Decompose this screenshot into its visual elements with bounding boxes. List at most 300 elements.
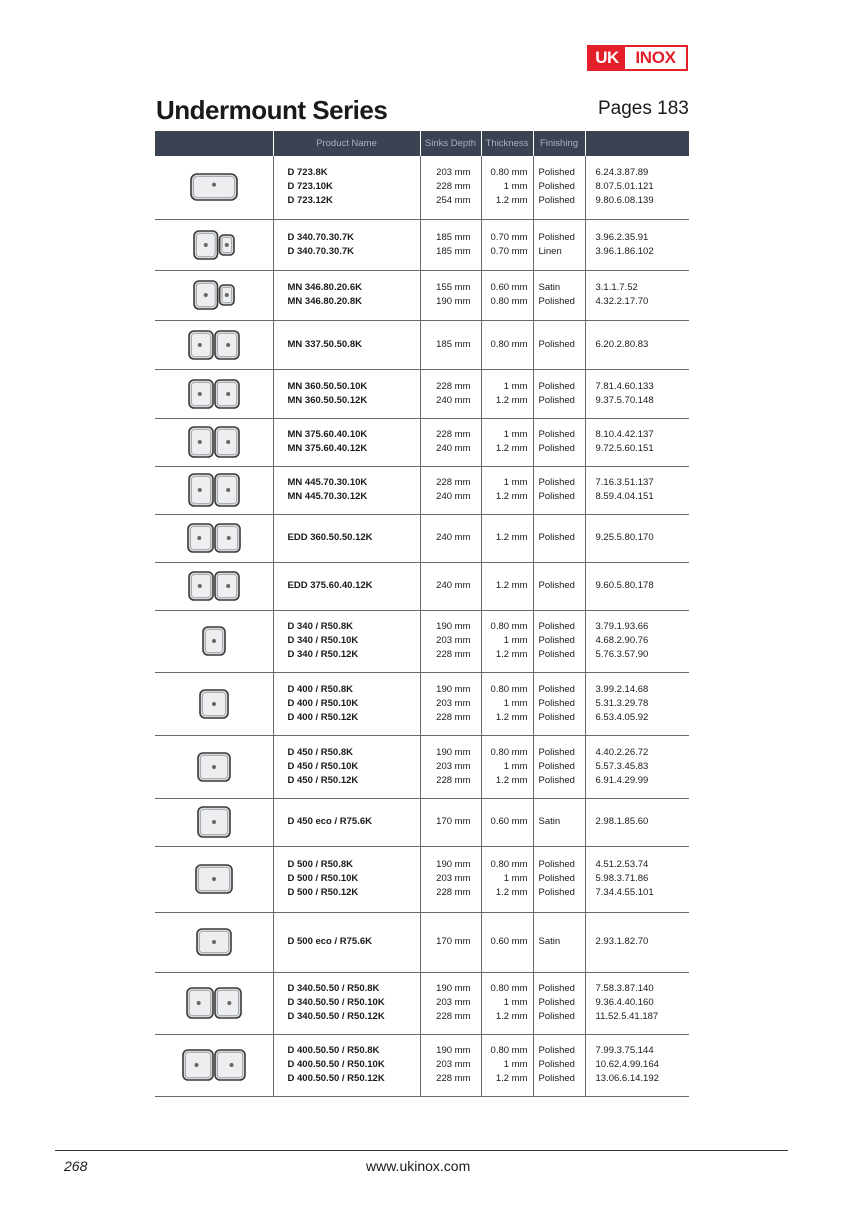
finishing-cell bbox=[533, 369, 585, 418]
product-name-cell bbox=[273, 846, 420, 912]
table-row bbox=[155, 514, 689, 562]
thickness: 1 mm bbox=[503, 380, 528, 392]
product-name: D 400 / R50.8K bbox=[287, 683, 353, 695]
thickness: 0.80 mm bbox=[490, 983, 528, 994]
thickness: 1.2 mm bbox=[495, 443, 528, 454]
sink-depth: 228 mm bbox=[436, 711, 471, 723]
footer-url: www.ukinox.com bbox=[366, 1158, 471, 1174]
thickness-cell bbox=[481, 270, 533, 320]
thickness-cell bbox=[481, 219, 533, 270]
column-header-code bbox=[585, 131, 689, 156]
thickness-cell bbox=[481, 972, 533, 1034]
product-name: MN 346.80.20.8K bbox=[287, 296, 362, 307]
product-name: D 500 eco / R75.6K bbox=[287, 936, 372, 947]
sink-depth: 190 mm bbox=[436, 746, 471, 758]
single-wide-sink-icon bbox=[189, 182, 239, 193]
single-bowl-sink-icon bbox=[196, 761, 232, 772]
finishing: Polished bbox=[538, 697, 575, 709]
product-code: 9.60.5.80.178 bbox=[595, 580, 654, 591]
thickness-cell bbox=[481, 1034, 533, 1096]
table-row bbox=[155, 156, 689, 219]
single-bowl-sink-icon bbox=[198, 698, 230, 709]
finishing: Polished bbox=[538, 683, 575, 695]
product-code: 6.20.2.80.83 bbox=[595, 338, 649, 350]
product-code: 2.93.1.82.70 bbox=[595, 936, 649, 947]
product-name: MN 360.50.50.10K bbox=[287, 380, 368, 392]
product-code: 5.98.3.71.86 bbox=[595, 873, 649, 884]
product-name: MN 337.50.50.8K bbox=[287, 338, 362, 350]
finishing-cell bbox=[533, 1034, 585, 1096]
sink-depth: 185 mm bbox=[436, 231, 471, 243]
sink-depth-cell bbox=[420, 270, 481, 320]
product-table bbox=[155, 131, 689, 1097]
thickness: 0.80 mm bbox=[490, 338, 528, 350]
thickness: 0.60 mm bbox=[490, 816, 528, 827]
product-code-cell bbox=[585, 466, 689, 514]
sink-depth: 228 mm bbox=[436, 181, 471, 193]
sink-depth: 240 mm bbox=[436, 532, 471, 543]
product-image-cell bbox=[155, 672, 273, 735]
product-code-cell bbox=[585, 735, 689, 798]
product-code: 3.96.1.86.102 bbox=[595, 245, 654, 257]
double-bowl-sink-icon bbox=[181, 1060, 247, 1071]
product-code: 5.57.3.45.83 bbox=[595, 760, 649, 772]
finishing: Polished bbox=[538, 580, 575, 591]
finishing: Polished bbox=[538, 774, 575, 786]
sink-depth-cell bbox=[420, 846, 481, 912]
finishing: Polished bbox=[538, 635, 575, 646]
product-name: MN 360.50.50.12K bbox=[287, 394, 368, 406]
table-row bbox=[155, 466, 689, 514]
thickness: 1.2 mm bbox=[495, 532, 528, 543]
finishing-cell bbox=[533, 219, 585, 270]
sink-depth-cell bbox=[420, 466, 481, 514]
thickness: 1 mm bbox=[503, 997, 528, 1008]
product-code: 7.16.3.51.137 bbox=[595, 477, 654, 488]
thickness: 1.2 mm bbox=[495, 1073, 528, 1084]
finishing-cell bbox=[533, 562, 585, 610]
thickness-cell bbox=[481, 418, 533, 466]
finishing: Polished bbox=[538, 231, 575, 243]
product-name: D 400 / R50.12K bbox=[287, 711, 359, 723]
product-code-cell bbox=[585, 320, 689, 369]
thickness: 1 mm bbox=[503, 760, 528, 772]
product-name-cell bbox=[273, 320, 420, 369]
product-name-cell bbox=[273, 369, 420, 418]
sink-depth-cell bbox=[420, 912, 481, 972]
sink-depth: 190 mm bbox=[436, 859, 471, 870]
thickness: 0.80 mm bbox=[490, 621, 528, 632]
product-name-cell bbox=[273, 672, 420, 735]
sink-depth: 190 mm bbox=[436, 621, 471, 632]
sink-depth: 203 mm bbox=[436, 873, 471, 884]
sink-depth: 203 mm bbox=[436, 1059, 471, 1070]
product-name: MN 445.70.30.12K bbox=[287, 491, 368, 502]
product-name: D 450 / R50.10K bbox=[287, 760, 359, 772]
product-code: 3.96.2.35.91 bbox=[595, 231, 649, 243]
sink-depth: 228 mm bbox=[436, 887, 471, 898]
sink-depth-cell bbox=[420, 156, 481, 219]
product-image-cell bbox=[155, 270, 273, 320]
sink-depth: 228 mm bbox=[436, 380, 471, 392]
finishing: Polished bbox=[538, 195, 575, 207]
table-row bbox=[155, 270, 689, 320]
sink-depth: 190 mm bbox=[436, 1045, 471, 1056]
product-image-cell bbox=[155, 514, 273, 562]
product-name: D 340.70.30.7K bbox=[287, 245, 355, 257]
footer-divider bbox=[55, 1150, 788, 1151]
sink-depth-cell bbox=[420, 514, 481, 562]
product-name: D 340.50.50 / R50.10K bbox=[287, 997, 385, 1008]
sink-depth: 228 mm bbox=[436, 1011, 471, 1022]
thickness: 1.2 mm bbox=[495, 649, 528, 660]
table-row bbox=[155, 610, 689, 672]
product-image-cell bbox=[155, 562, 273, 610]
table-row bbox=[155, 369, 689, 418]
product-name-cell bbox=[273, 219, 420, 270]
sink-depth: 170 mm bbox=[436, 816, 471, 827]
finishing-cell bbox=[533, 418, 585, 466]
thickness: 0.80 mm bbox=[490, 859, 528, 870]
sink-depth: 228 mm bbox=[436, 774, 471, 786]
sink-depth: 240 mm bbox=[436, 580, 471, 591]
product-name-cell bbox=[273, 735, 420, 798]
table-row bbox=[155, 418, 689, 466]
sink-depth: 228 mm bbox=[436, 477, 471, 488]
finishing: Polished bbox=[538, 1011, 575, 1022]
sink-depth: 203 mm bbox=[436, 697, 471, 709]
product-code-cell bbox=[585, 270, 689, 320]
page-number: 268 bbox=[64, 1158, 88, 1174]
product-code: 5.76.3.57.90 bbox=[595, 649, 649, 660]
finishing: Polished bbox=[538, 532, 575, 543]
product-name: D 340 / R50.10K bbox=[287, 635, 359, 646]
product-name-cell bbox=[273, 156, 420, 219]
bowl-and-half-sink-icon bbox=[192, 239, 236, 250]
product-name-cell bbox=[273, 270, 420, 320]
finishing: Linen bbox=[538, 245, 562, 257]
finishing: Polished bbox=[538, 1045, 575, 1056]
sink-depth: 185 mm bbox=[436, 245, 471, 257]
finishing: Polished bbox=[538, 429, 575, 440]
table-row bbox=[155, 798, 689, 846]
thickness: 0.80 mm bbox=[490, 746, 528, 758]
finishing-cell bbox=[533, 798, 585, 846]
finishing-cell bbox=[533, 270, 585, 320]
thickness: 1 mm bbox=[503, 697, 528, 709]
finishing: Satin bbox=[538, 282, 561, 293]
product-code: 6.53.4.05.92 bbox=[595, 711, 649, 723]
finishing: Polished bbox=[538, 1073, 575, 1084]
sink-depth: 203 mm bbox=[436, 167, 471, 179]
table-row bbox=[155, 219, 689, 270]
product-code: 4.51.2.53.74 bbox=[595, 859, 649, 870]
thickness: 0.80 mm bbox=[490, 296, 528, 307]
product-name: D 400 / R50.10K bbox=[287, 697, 359, 709]
product-code: 10.62.4.99.164 bbox=[595, 1059, 659, 1070]
product-name-cell bbox=[273, 514, 420, 562]
thickness: 0.70 mm bbox=[490, 245, 528, 257]
finishing: Polished bbox=[538, 983, 575, 994]
product-code: 8.59.4.04.151 bbox=[595, 491, 654, 502]
product-code: 3.99.2.14.68 bbox=[595, 683, 649, 695]
table-row bbox=[155, 846, 689, 912]
sink-depth: 254 mm bbox=[436, 195, 471, 207]
product-code: 9.80.6.08.139 bbox=[595, 195, 654, 207]
product-code-cell bbox=[585, 798, 689, 846]
product-image-cell bbox=[155, 418, 273, 466]
finishing: Polished bbox=[538, 621, 575, 632]
product-name-cell bbox=[273, 798, 420, 846]
sink-depth: 203 mm bbox=[436, 760, 471, 772]
sink-depth-cell bbox=[420, 798, 481, 846]
thickness: 1.2 mm bbox=[495, 195, 528, 207]
product-name: MN 346.80.20.6K bbox=[287, 282, 362, 293]
table-row bbox=[155, 735, 689, 798]
sink-depth: 228 mm bbox=[436, 429, 471, 440]
finishing-cell bbox=[533, 156, 585, 219]
product-name-cell bbox=[273, 466, 420, 514]
finishing: Polished bbox=[538, 873, 575, 884]
thickness: 0.60 mm bbox=[490, 936, 528, 947]
thickness-cell bbox=[481, 672, 533, 735]
product-code: 6.91.4.29.99 bbox=[595, 774, 649, 786]
product-code: 7.81.4.60.133 bbox=[595, 380, 654, 392]
thickness: 1 mm bbox=[503, 873, 528, 884]
product-code: 3.79.1.93.66 bbox=[595, 621, 649, 632]
column-header-sinks-depth: Sinks Depth bbox=[420, 131, 481, 156]
finishing: Polished bbox=[538, 167, 575, 179]
product-image-cell bbox=[155, 846, 273, 912]
product-name: EDD 375.60.40.12K bbox=[287, 580, 373, 591]
thickness-cell bbox=[481, 466, 533, 514]
thickness: 0.60 mm bbox=[490, 282, 528, 293]
finishing: Polished bbox=[538, 746, 575, 758]
product-code: 9.37.5.70.148 bbox=[595, 394, 654, 406]
product-name-cell bbox=[273, 610, 420, 672]
product-name: D 723.10K bbox=[287, 181, 333, 193]
logo-part-uk: UK bbox=[589, 47, 625, 69]
table-row bbox=[155, 562, 689, 610]
finishing: Satin bbox=[538, 936, 561, 947]
sink-depth-cell bbox=[420, 610, 481, 672]
thickness-cell bbox=[481, 798, 533, 846]
product-code: 9.36.4.40.160 bbox=[595, 997, 654, 1008]
sink-depth: 190 mm bbox=[436, 983, 471, 994]
thickness-cell bbox=[481, 320, 533, 369]
finishing-cell bbox=[533, 610, 585, 672]
table-row bbox=[155, 672, 689, 735]
table-row bbox=[155, 320, 689, 369]
product-name: D 400.50.50 / R50.8K bbox=[287, 1045, 380, 1056]
thickness: 1 mm bbox=[503, 635, 528, 646]
product-name: D 450 / R50.12K bbox=[287, 774, 359, 786]
product-image-cell bbox=[155, 369, 273, 418]
finishing: Polished bbox=[538, 760, 575, 772]
sink-depth: 203 mm bbox=[436, 997, 471, 1008]
double-bowl-sink-icon bbox=[187, 581, 241, 592]
sink-depth: 185 mm bbox=[436, 338, 471, 350]
finishing: Polished bbox=[538, 380, 575, 392]
table-row bbox=[155, 1034, 689, 1096]
product-name: MN 445.70.30.10K bbox=[287, 477, 368, 488]
finishing: Polished bbox=[538, 394, 575, 406]
sink-depth: 203 mm bbox=[436, 635, 471, 646]
product-image-cell bbox=[155, 610, 273, 672]
product-code: 6.24.3.87.89 bbox=[595, 167, 649, 179]
finishing-cell bbox=[533, 514, 585, 562]
thickness: 1 mm bbox=[503, 181, 528, 193]
product-code: 8.07.5.01.121 bbox=[595, 181, 654, 193]
single-bowl-sink-icon bbox=[195, 937, 233, 948]
sink-depth-cell bbox=[420, 562, 481, 610]
sink-depth-cell bbox=[420, 219, 481, 270]
finishing-cell bbox=[533, 466, 585, 514]
product-image-cell bbox=[155, 798, 273, 846]
product-image-cell bbox=[155, 912, 273, 972]
thickness-cell bbox=[481, 610, 533, 672]
finishing-cell bbox=[533, 972, 585, 1034]
product-code: 11.52.5.41.187 bbox=[595, 1011, 659, 1022]
finishing: Polished bbox=[538, 338, 575, 350]
product-name: D 340 / R50.8K bbox=[287, 621, 353, 632]
thickness: 0.80 mm bbox=[490, 167, 528, 179]
table-row bbox=[155, 972, 689, 1034]
thickness: 1.2 mm bbox=[495, 1011, 528, 1022]
thickness: 1.2 mm bbox=[495, 887, 528, 898]
bowl-and-half-sink-icon bbox=[192, 290, 236, 301]
product-name-cell bbox=[273, 418, 420, 466]
product-code: 7.34.4.55.101 bbox=[595, 887, 654, 898]
thickness-cell bbox=[481, 514, 533, 562]
product-name-cell bbox=[273, 972, 420, 1034]
thickness: 0.80 mm bbox=[490, 683, 528, 695]
product-name: D 450 / R50.8K bbox=[287, 746, 353, 758]
product-code: 5.31.3.29.78 bbox=[595, 697, 649, 709]
thickness-cell bbox=[481, 156, 533, 219]
product-code-cell bbox=[585, 1034, 689, 1096]
sink-depth: 155 mm bbox=[436, 282, 471, 293]
thickness-cell bbox=[481, 562, 533, 610]
product-name: D 723.8K bbox=[287, 167, 328, 179]
product-code: 4.32.2.17.70 bbox=[595, 296, 649, 307]
finishing: Polished bbox=[538, 649, 575, 660]
finishing: Satin bbox=[538, 816, 561, 827]
product-name: D 400.50.50 / R50.12K bbox=[287, 1073, 385, 1084]
product-code: 4.68.2.90.76 bbox=[595, 635, 649, 646]
finishing: Polished bbox=[538, 887, 575, 898]
column-header-image bbox=[155, 131, 273, 156]
product-image-cell bbox=[155, 320, 273, 369]
sink-depth: 228 mm bbox=[436, 1073, 471, 1084]
sink-depth: 240 mm bbox=[436, 394, 471, 406]
product-code-cell bbox=[585, 219, 689, 270]
table-header-row bbox=[155, 131, 689, 156]
single-bowl-sink-icon bbox=[201, 636, 227, 647]
column-header-product-name: Product Name bbox=[273, 131, 420, 156]
product-code-cell bbox=[585, 672, 689, 735]
sink-depth-cell bbox=[420, 369, 481, 418]
product-image-cell bbox=[155, 1034, 273, 1096]
sink-depth: 170 mm bbox=[436, 936, 471, 947]
thickness: 1 mm bbox=[503, 1059, 528, 1070]
product-code: 4.40.2.26.72 bbox=[595, 746, 649, 758]
finishing: Polished bbox=[538, 1059, 575, 1070]
thickness: 1.2 mm bbox=[495, 491, 528, 502]
thickness-cell bbox=[481, 912, 533, 972]
product-code: 7.99.3.75.144 bbox=[595, 1045, 654, 1056]
product-image-cell bbox=[155, 972, 273, 1034]
product-code: 9.25.5.80.170 bbox=[595, 532, 654, 543]
finishing: Polished bbox=[538, 296, 575, 307]
product-code-cell bbox=[585, 156, 689, 219]
thickness: 0.80 mm bbox=[490, 1045, 528, 1056]
single-bowl-sink-icon bbox=[194, 874, 234, 885]
column-header-thickness: Thickness bbox=[481, 131, 533, 156]
product-code: 9.72.5.60.151 bbox=[595, 443, 654, 454]
sink-depth-cell bbox=[420, 672, 481, 735]
product-code-cell bbox=[585, 562, 689, 610]
product-code-cell bbox=[585, 912, 689, 972]
finishing: Polished bbox=[538, 859, 575, 870]
thickness-cell bbox=[481, 735, 533, 798]
sink-depth: 190 mm bbox=[436, 683, 471, 695]
product-name: EDD 360.50.50.12K bbox=[287, 532, 373, 543]
double-bowl-sink-icon bbox=[187, 388, 241, 399]
finishing: Polished bbox=[538, 997, 575, 1008]
sink-depth-cell bbox=[420, 972, 481, 1034]
sink-depth: 240 mm bbox=[436, 443, 471, 454]
product-name: D 340.50.50 / R50.8K bbox=[287, 983, 380, 994]
product-code: 8.10.4.42.137 bbox=[595, 429, 654, 440]
finishing: Polished bbox=[538, 477, 575, 488]
product-name: D 340 / R50.12K bbox=[287, 649, 359, 660]
product-name: MN 375.60.40.10K bbox=[287, 429, 368, 440]
double-bowl-sink-icon bbox=[187, 485, 241, 496]
product-name: D 340.50.50 / R50.12K bbox=[287, 1011, 385, 1022]
thickness: 1.2 mm bbox=[495, 394, 528, 406]
product-name: MN 375.60.40.12K bbox=[287, 443, 368, 454]
finishing: Polished bbox=[538, 711, 575, 723]
sink-depth: 228 mm bbox=[436, 649, 471, 660]
thickness: 1.2 mm bbox=[495, 711, 528, 723]
product-code: 7.58.3.87.140 bbox=[595, 983, 654, 994]
logo-part-inox: INOX bbox=[635, 48, 676, 67]
product-name-cell bbox=[273, 912, 420, 972]
sink-depth-cell bbox=[420, 418, 481, 466]
single-bowl-sink-icon bbox=[196, 817, 232, 828]
product-code-cell bbox=[585, 610, 689, 672]
product-name-cell bbox=[273, 1034, 420, 1096]
table-row bbox=[155, 912, 689, 972]
product-image-cell bbox=[155, 219, 273, 270]
product-name: D 450 eco / R75.6K bbox=[287, 816, 372, 827]
product-name: D 340.70.30.7K bbox=[287, 231, 355, 243]
thickness: 0.70 mm bbox=[490, 231, 528, 243]
double-bowl-sink-icon bbox=[187, 437, 241, 448]
double-bowl-sink-icon bbox=[185, 998, 243, 1009]
product-code: 2.98.1.85.60 bbox=[595, 816, 649, 827]
sink-depth-cell bbox=[420, 320, 481, 369]
product-code-cell bbox=[585, 846, 689, 912]
product-code: 13.06.6.14.192 bbox=[595, 1073, 659, 1084]
finishing-cell bbox=[533, 846, 585, 912]
page-title: Undermount Series bbox=[156, 95, 388, 125]
double-bowl-sink-icon bbox=[187, 339, 241, 350]
thickness-cell bbox=[481, 846, 533, 912]
sink-depth: 240 mm bbox=[436, 491, 471, 502]
thickness-cell bbox=[481, 369, 533, 418]
